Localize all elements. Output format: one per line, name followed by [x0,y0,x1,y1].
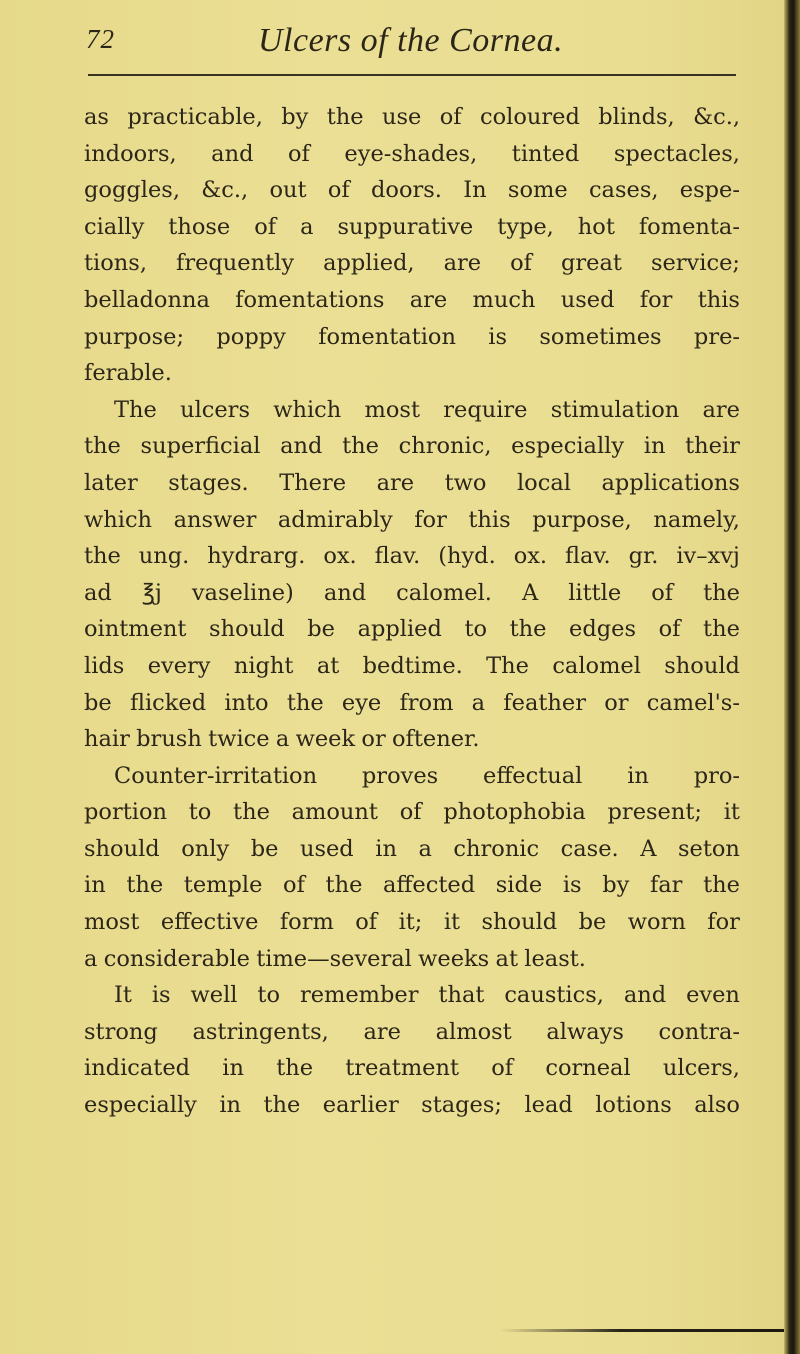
text-line [84,172,740,209]
word: a [300,213,314,240]
word: out [269,177,307,204]
word: a [275,726,290,753]
word: this [468,506,511,533]
word: (hyd. [438,543,496,570]
word: as [84,104,109,130]
text-line [84,867,740,904]
word: temple [183,872,263,899]
word: by [602,872,630,899]
word: night [233,652,294,679]
text-line [84,465,740,502]
word: or [361,726,386,753]
word: tinted [511,140,580,167]
word: effective [160,909,259,936]
word: twice [208,726,270,753]
word: even [686,982,740,1009]
word: ointment [84,616,187,643]
word: in [627,762,649,789]
word: those [168,213,231,240]
word: stimulation [550,396,680,423]
word: most [84,909,140,936]
word: of [651,579,674,606]
word: calomel. [396,579,492,606]
text-line [84,758,740,795]
text-line [84,941,740,978]
word: blinds, [598,104,675,130]
text-line [84,831,740,868]
word: affected [383,872,476,899]
word: by [281,104,309,130]
word: this [697,286,740,313]
word: for [707,909,740,936]
text-line [84,648,740,685]
word: ox. [513,543,548,570]
word: effectual [483,762,583,789]
word: stages. [168,469,249,496]
word: the [276,1055,314,1082]
word: the [84,433,121,460]
binding-edge [784,0,800,1354]
word: pre- [693,323,740,350]
word: be [307,616,335,643]
text-line [84,794,740,831]
word: of [658,616,681,643]
word: cases, [588,177,659,204]
word: are [443,250,482,277]
word: remember [299,982,419,1009]
word: and [280,433,323,460]
word: indoors, [84,140,177,167]
text-line [84,502,740,539]
word: hair [84,726,130,753]
word: in [219,1092,242,1119]
word: should [84,835,160,862]
word: practicable, [127,104,263,130]
word: ung. [138,543,190,570]
word: the [325,872,363,899]
text-line [84,209,740,246]
word: ferable. [84,360,172,387]
word: ox. [323,543,357,570]
bottom-page-edge [500,1329,800,1332]
word: &c., [201,177,249,204]
word: the [703,872,740,899]
word: require [443,396,528,423]
word: It [114,982,132,1009]
word: fomentation [318,323,456,350]
word: little [568,579,622,606]
text-line [84,1014,740,1051]
text-line [84,904,740,941]
word: The [486,652,529,679]
word: to [257,982,281,1009]
word: In [463,177,487,204]
word: flav. [565,543,611,570]
word: feather [503,689,586,716]
word: The [114,396,157,423]
word: of [510,250,532,277]
word: lids [84,652,125,679]
text-line [84,1087,740,1124]
word: side [495,872,543,899]
word: treatment [345,1055,460,1082]
word: brush [136,726,202,753]
word: in [643,433,666,460]
word: earlier [322,1092,399,1119]
word: almost [435,1018,512,1045]
word: namely, [653,506,740,533]
word: of [288,140,310,167]
word: should [209,616,285,643]
text-line [84,355,740,392]
word: frequently [176,250,295,277]
word: eye-shades, [344,140,478,167]
word: goggles, [84,177,180,204]
word: every [147,652,211,679]
word: fomenta- [638,213,740,240]
word: of [283,872,305,899]
word: gr. [628,543,659,570]
word: especially [511,433,625,460]
text-line [84,282,740,319]
body-text [84,99,740,1124]
word: should [664,652,740,679]
word: the [703,616,740,643]
word: indicated [84,1055,191,1082]
word: of [399,799,422,826]
word: edges [569,616,637,643]
word: well [190,982,238,1009]
word: two [444,469,487,496]
word: the [84,543,121,570]
word: in [375,835,397,862]
word: much [472,286,536,313]
word: for [639,286,673,313]
word: corneal [545,1055,631,1082]
header-rule [88,74,736,76]
word: and [323,579,367,606]
word: belladonna [84,286,210,313]
word: superficial [140,433,261,460]
word: answer [173,506,257,533]
word: be [84,689,112,716]
word: which [84,506,153,533]
word: the [509,616,547,643]
word: tions, [84,250,147,277]
word: sometimes [539,323,662,350]
text-line [84,428,740,465]
word: the [703,579,740,606]
word: local [516,469,571,496]
word: ad [84,579,112,606]
word: astringents, [192,1018,329,1045]
word: iv–xvj [676,543,740,570]
word: are [702,396,740,423]
word: oftener. [392,726,480,753]
word: hydrarg. [207,543,306,570]
text-line [84,136,740,173]
word: type, [497,213,554,240]
word: form [279,909,334,936]
word: cially [84,213,145,240]
word: of [491,1055,514,1082]
text-line [84,319,740,356]
word: for [414,506,447,533]
word: the [286,689,324,716]
word: some [507,177,568,204]
word: caustics, [504,982,604,1009]
text-line [84,1050,740,1087]
word: which [273,396,342,423]
word: photophobia [443,799,586,826]
text-line [84,685,740,722]
word: a [471,689,486,716]
page-header [86,20,746,68]
word: purpose; [84,323,185,350]
word: chronic [453,835,540,862]
word: considerable [103,945,250,972]
word: or [604,689,629,716]
word: are [363,1018,401,1045]
word: weeks [418,945,490,972]
word: lotions [595,1092,672,1119]
word: seton [677,835,740,862]
word: ulcers, [662,1055,740,1082]
word: bedtime. [362,652,463,679]
word: present; [607,799,702,826]
word: fomentations [235,286,385,313]
word: week [295,726,356,753]
word: spectacles, [613,140,740,167]
text-line [84,538,740,575]
word: ulcers [180,396,250,423]
word: strong [84,1018,158,1045]
word: great [560,250,622,277]
word: used [560,286,615,313]
word: also [694,1092,740,1119]
word: pro- [693,762,740,789]
word: flav. [374,543,421,570]
word: is [562,872,582,899]
word: chronic, [398,433,492,460]
word: from [399,689,454,716]
word: most [364,396,421,423]
word: case. [560,835,619,862]
word: the [126,872,164,899]
word: applied [357,616,442,643]
word: poppy [216,323,286,350]
word: and [623,982,667,1009]
word: applied, [323,250,415,277]
word: eye [341,689,382,716]
word: admirably [277,506,393,533]
word: into [224,689,269,716]
word: A [640,835,657,862]
word: that [438,982,485,1009]
word: There [279,469,347,496]
word: proves [361,762,439,789]
word: their [685,433,740,460]
word: coloured [480,104,580,130]
word: vaseline) [191,579,294,606]
word: the [326,104,364,130]
word: to [464,616,488,643]
word: the [342,433,379,460]
word: contra- [658,1018,740,1045]
word: a [418,835,432,862]
word: later [84,469,138,496]
word: of [355,909,378,936]
text-line [84,721,740,758]
word: are [409,286,448,313]
word: calomel [552,652,641,679]
text-line [84,611,740,648]
word: use [382,104,422,130]
word: doors. [371,177,442,204]
word: is [488,323,508,350]
word: of [254,213,277,240]
text-line [84,575,740,612]
word: are [376,469,415,496]
word: purpose, [532,506,632,533]
word: espe- [679,177,740,204]
word: of [327,177,350,204]
word: to [188,799,212,826]
word: stages; [421,1092,503,1119]
word: suppurative [337,213,474,240]
word: applications [601,469,740,496]
word: and [211,140,254,167]
word: portion [84,799,167,826]
text-line [84,99,740,136]
text-line [84,392,740,429]
word: it [443,909,461,936]
word: far [649,872,683,899]
word: least. [524,945,586,972]
word: ℥j [141,579,162,606]
word: flicked [129,689,207,716]
word: Counter-irritation [114,762,318,789]
text-line [84,977,740,1014]
word: it [723,799,740,826]
word: should [481,909,558,936]
word: a [84,945,98,972]
word: hot [577,213,615,240]
word: at [495,945,518,972]
word: always [546,1018,624,1045]
word: amount [291,799,378,826]
word: be [250,835,279,862]
word: be [578,909,607,936]
word: the [233,799,270,826]
word: &c., [693,104,740,130]
word: of [439,104,462,130]
text-line [84,245,740,282]
word: in [222,1055,244,1082]
word: at [316,652,340,679]
word: service; [650,250,740,277]
word: in [84,872,106,899]
word: the [263,1092,301,1119]
word: used [299,835,354,862]
word: time—several [256,945,412,972]
word: A [521,579,539,606]
word: is [151,982,171,1009]
word: camel's- [646,689,740,716]
word: it; [398,909,423,936]
word: only [181,835,230,862]
word: especially [84,1092,197,1119]
page-number: 72 [86,24,115,54]
running-head: Ulcers of the Cornea. [258,22,564,59]
word: lead [524,1092,573,1119]
word: worn [627,909,686,936]
